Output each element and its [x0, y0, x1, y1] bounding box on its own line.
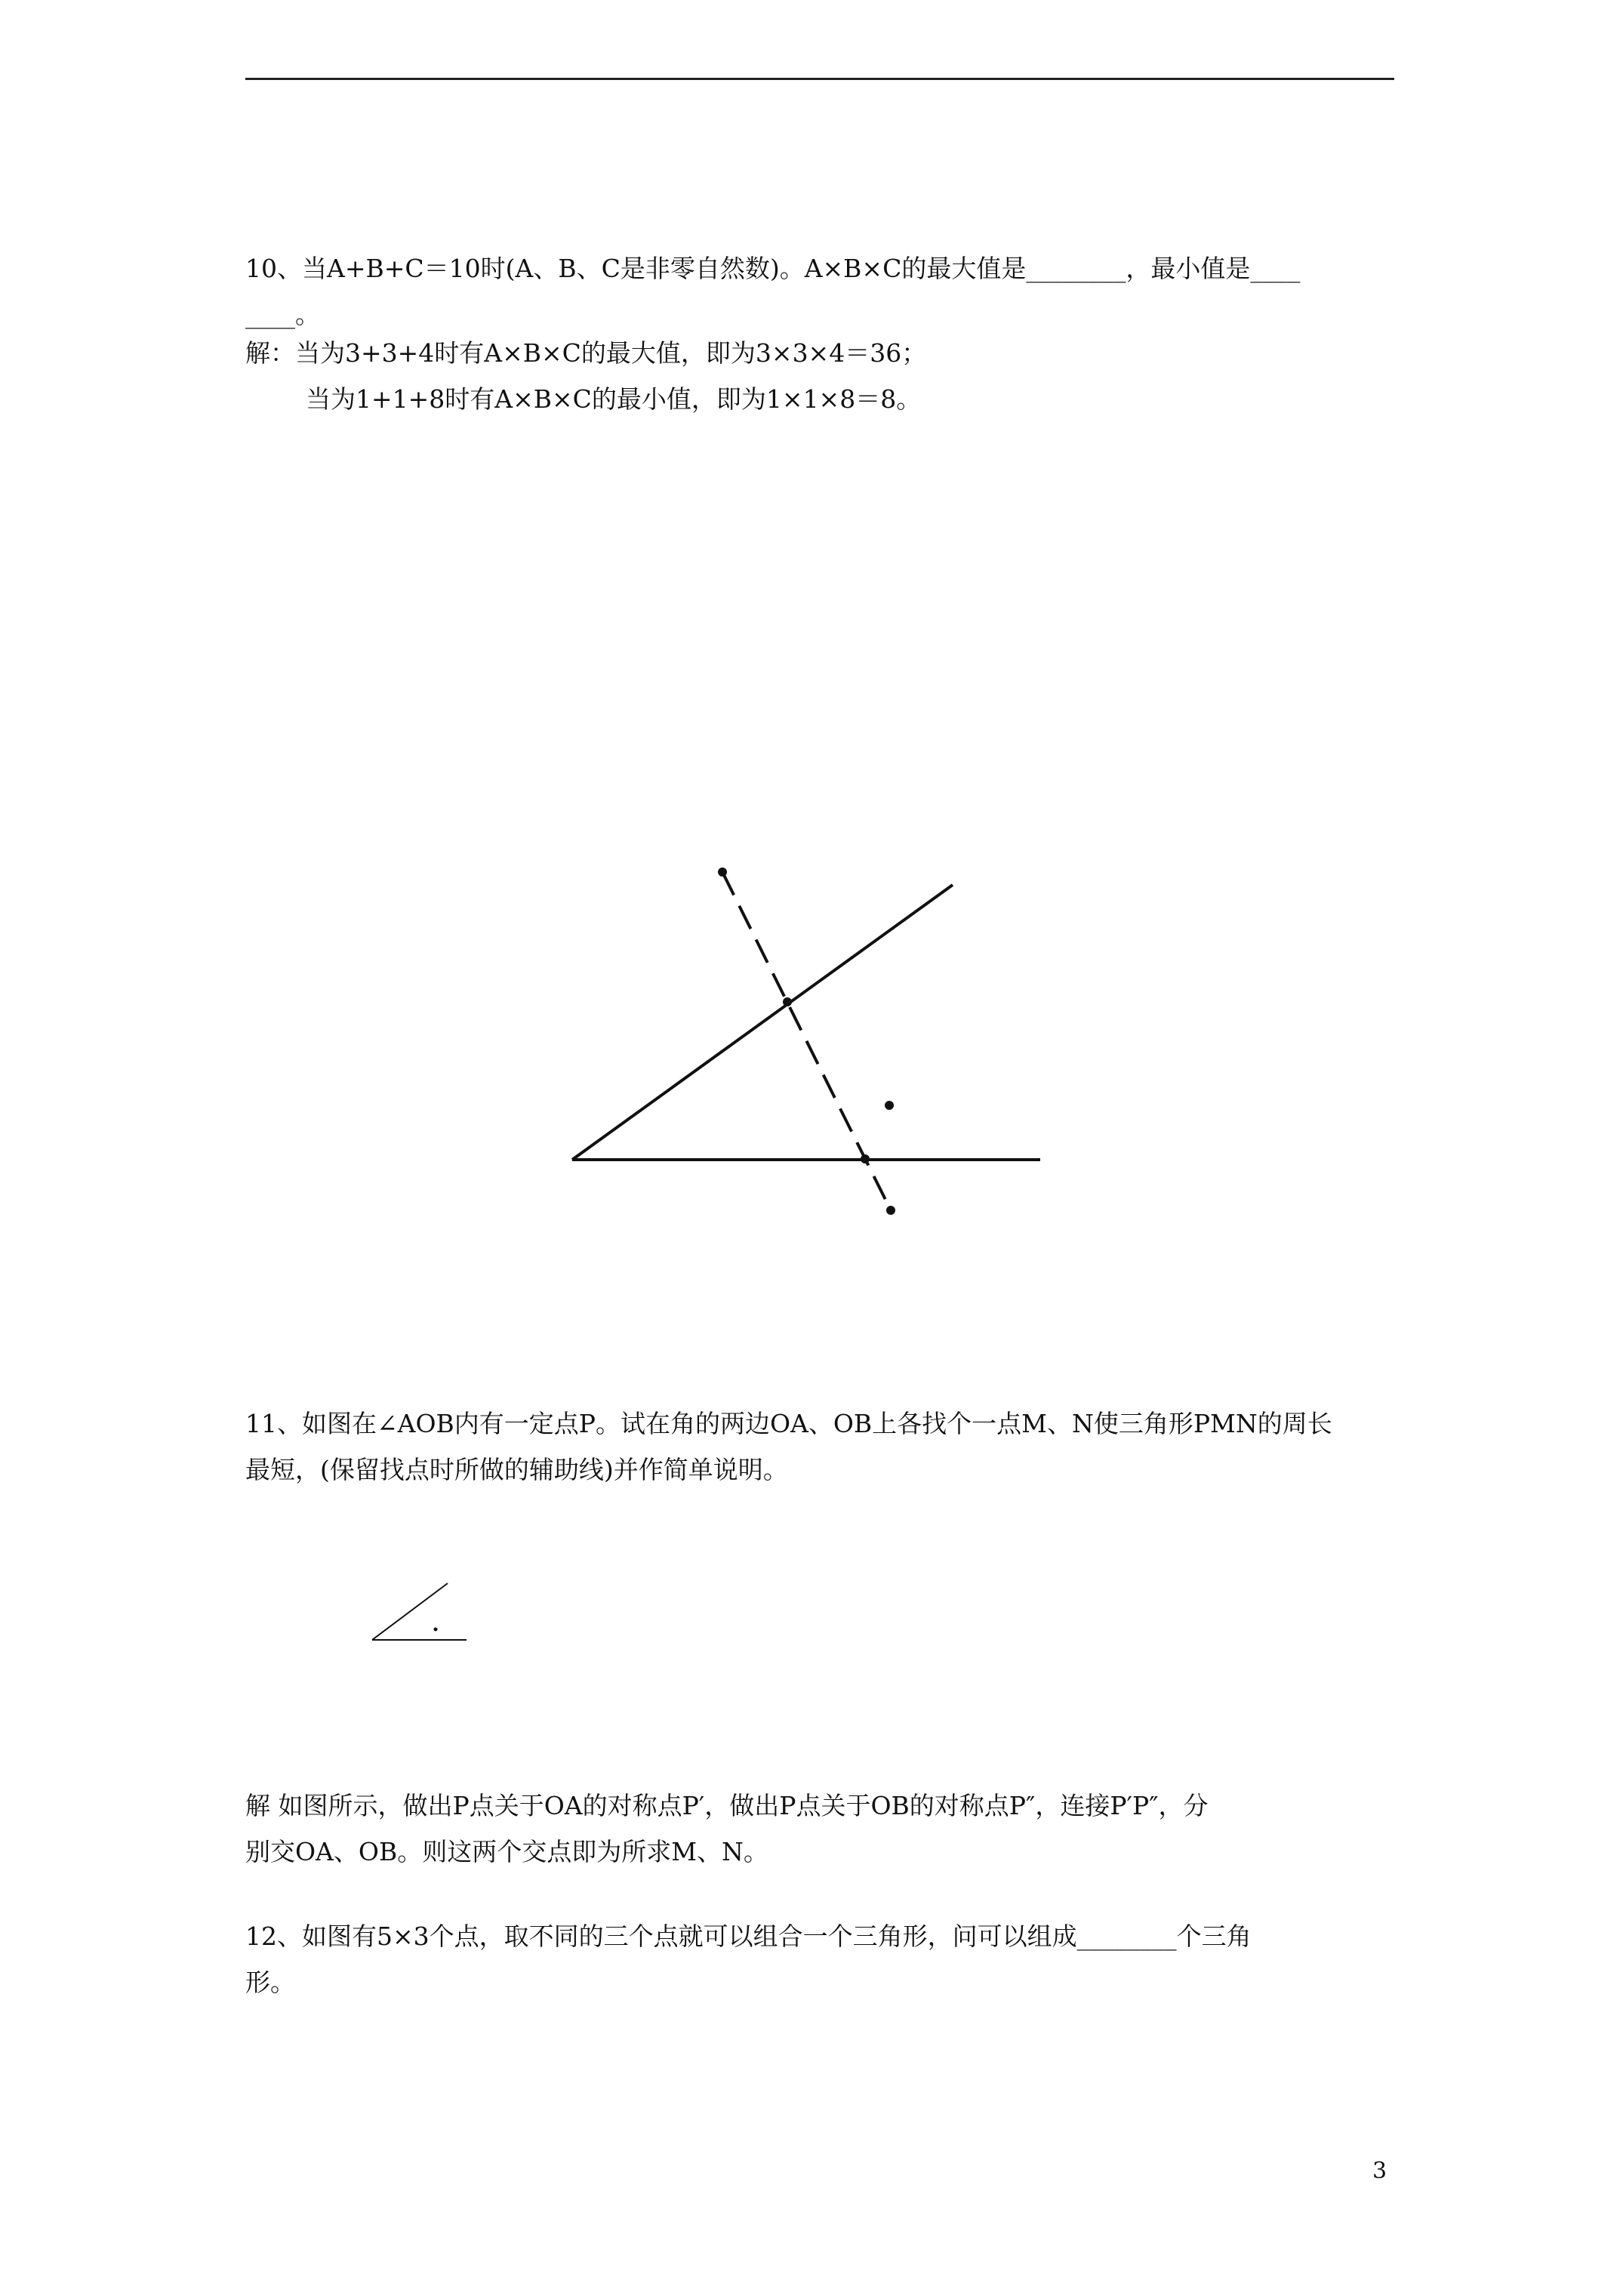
answer-11-line-2: 别交OA、OB。则这两个交点即为所求M、N。	[245, 1837, 768, 1866]
small-angle-figure	[372, 1583, 467, 1640]
point-p-prime	[718, 868, 727, 877]
solution-figure	[572, 868, 1040, 1215]
question-11-line-1: 11、如图在∠AOB内有一定点P。试在角的两边OA、OB上各找个一点M、N使三角形PMN的周长	[245, 1409, 1332, 1438]
question-12-line-2: 形。	[245, 1968, 295, 1997]
question-11	[245, 1401, 1400, 1493]
point-p	[885, 1101, 894, 1110]
point-n	[861, 1154, 870, 1163]
point-m	[783, 997, 792, 1006]
small-ray-oa	[372, 1583, 448, 1640]
question-12	[245, 1913, 1400, 2005]
small-point-p	[434, 1628, 438, 1632]
answer-10-line-1: 解：当为3+3+4时有A×B×C的最大值，即为3×3×4＝36；	[245, 338, 927, 368]
question-11-line-2: 最短，(保留找点时所做的辅助线)并作简单说明。	[245, 1455, 788, 1484]
question-10-line-1: 10、当A+B+C＝10时(A、B、C是非零自然数)。A×B×C的最大值是________，最小值是____	[245, 254, 1301, 283]
answer-11	[245, 1783, 1400, 1875]
answer-10-line-2: 当为1+1+8时有A×B×C的最小值，即为1×1×8＝8。	[306, 384, 922, 414]
page-number: 3	[1372, 2158, 1387, 2184]
ray-oa	[572, 885, 953, 1160]
point-p-double-prime	[886, 1206, 895, 1215]
question-10-line-2: ____。	[245, 300, 320, 329]
question-12-line-1: 12、如图有5×3个点，取不同的三个点就可以组合一个三角形，问可以组成________个三角	[245, 1922, 1252, 1951]
answer-11-line-1: 解 如图所示，做出P点关于OA的对称点P′，做出P点关于OB的对称点P″，连接P′P″，分	[245, 1791, 1209, 1820]
